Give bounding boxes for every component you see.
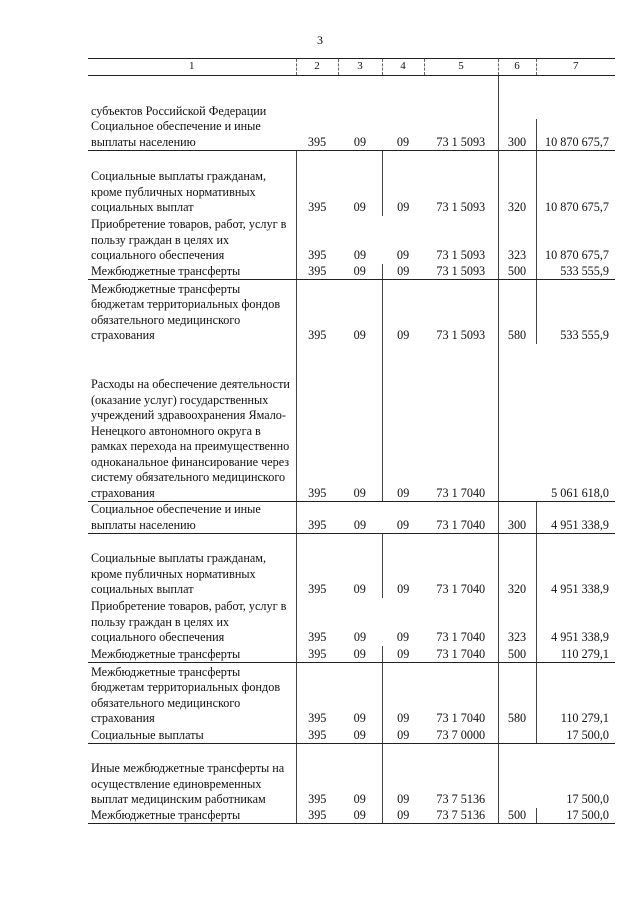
- column-header: 6: [498, 59, 536, 76]
- table-row: [88, 264, 615, 280]
- subdivision-code: 09: [382, 808, 424, 824]
- amount: 4 951 338,9: [536, 598, 615, 646]
- row-name: Межбюджетные трансферты: [88, 808, 296, 824]
- page-number: 3: [317, 33, 323, 47]
- amount: 5 061 618,0: [536, 344, 615, 502]
- expense-type-code: 300: [498, 502, 536, 534]
- section-code: 395: [296, 808, 338, 824]
- target-code: 73 1 5093: [424, 264, 498, 280]
- target-code: 73 7 5136: [424, 808, 498, 824]
- table-row: [88, 151, 615, 216]
- amount: 10 870 675,7: [536, 151, 615, 216]
- amount: 17 500,0: [536, 808, 615, 824]
- section-code: 395: [296, 216, 338, 264]
- column-header: 7: [536, 59, 615, 76]
- section-code: 395: [296, 534, 338, 598]
- division-code: 09: [353, 248, 367, 262]
- expense-type-code: 580: [498, 663, 536, 727]
- division-code: 09: [353, 328, 366, 342]
- expense-type-code: 323: [498, 598, 536, 646]
- target-code: 73 1 5093: [436, 328, 486, 342]
- section-code: [296, 75, 338, 119]
- division-code: 09: [338, 119, 382, 151]
- section-code: 395: [296, 119, 338, 151]
- section-code: 395: [296, 727, 338, 744]
- division-code: 09: [338, 502, 382, 534]
- expense-type-code: 580: [498, 280, 536, 344]
- target-code: 73 1 7040: [436, 630, 486, 644]
- expense-type-code: [498, 744, 536, 808]
- row-name: Приобретение товаров, работ, услуг в пользу граждан в целях их социального обеспечения: [91, 599, 287, 644]
- target-code: 73 7 0000: [424, 727, 498, 744]
- expense-type-code: 300: [498, 119, 536, 151]
- expense-type-code: 500: [498, 808, 536, 824]
- subdivision-code: 09: [382, 151, 424, 216]
- section-code: 395: [296, 151, 338, 216]
- row-name: субъектов Российской Федерации: [91, 103, 267, 118]
- division-code: 09: [353, 200, 366, 214]
- subdivision-code: 09: [382, 264, 424, 280]
- row-name: Расходы на обеспечение деятельности (оказание услуг) государственных учреждений здравоохранения Ямало-Ненецкого автономного округа в рамках перехода на преимущественно одноканальное финансирование через систему обязательного медицинского страхования: [88, 344, 296, 502]
- section-code: 395: [296, 744, 338, 808]
- section-code: 395: [296, 502, 338, 534]
- amount: 17 500,0: [536, 727, 615, 744]
- expense-type-code: [498, 344, 536, 502]
- target-code: 73 1 7040: [424, 646, 498, 663]
- division-code: [338, 75, 382, 119]
- subdivision-code: 09: [396, 248, 410, 262]
- division-code: 09: [338, 727, 382, 744]
- division-code: 09: [353, 792, 366, 806]
- target-code: 73 1 5093: [424, 119, 498, 151]
- row-name: Социальные выплаты: [88, 727, 296, 744]
- row-name: Межбюджетные трансферты: [88, 264, 296, 280]
- expense-type-code: [498, 75, 536, 119]
- division-code: 09: [338, 344, 382, 502]
- target-code: 73 1 7040: [436, 711, 486, 725]
- division-code: 09: [353, 711, 366, 725]
- row-name: Иные межбюджетные трансферты на осуществление единовременных выплат медицинским работникам: [91, 761, 285, 806]
- subdivision-code: 09: [382, 119, 424, 151]
- table-row: [88, 119, 615, 151]
- table-row: [88, 502, 615, 534]
- target-code: 73 1 7040: [436, 582, 486, 596]
- subdivision-code: 09: [382, 646, 424, 663]
- subdivision-code: 09: [382, 502, 424, 534]
- column-header: 5: [424, 59, 498, 76]
- table-row: [88, 663, 615, 727]
- section-code: 395: [296, 598, 338, 646]
- row-name: Межбюджетные трансферты: [88, 646, 296, 663]
- column-header: 3: [338, 59, 382, 76]
- table-row: [88, 280, 615, 344]
- expense-type-code: [498, 727, 536, 744]
- row-name: Социальное обеспечение и иные выплаты населению: [88, 502, 296, 534]
- amount: 533 555,9: [536, 264, 615, 280]
- target-code: 73 1 7040: [424, 502, 498, 534]
- subdivision-code: 09: [382, 744, 424, 808]
- column-header: 2: [296, 59, 338, 76]
- division-code: 09: [338, 646, 382, 663]
- column-header-row: [88, 59, 615, 76]
- amount: 110 279,1: [536, 646, 615, 663]
- table-row: [88, 75, 615, 119]
- division-code: 09: [338, 808, 382, 824]
- section-code: 395: [296, 280, 338, 344]
- amount: 10 870 675,7: [536, 216, 615, 264]
- amount: 10 870 675,7: [536, 119, 615, 151]
- row-name: Приобретение товаров, работ, услуг в пользу граждан в целях их социального обеспечения: [91, 217, 287, 262]
- subdivision-code: 09: [382, 280, 424, 344]
- table-row: [88, 344, 615, 502]
- division-code: 09: [338, 264, 382, 280]
- amount: 17 500,0: [566, 792, 609, 806]
- column-header: 1: [88, 59, 296, 76]
- row-name: Социальные выплаты гражданам, кроме публичных нормативных социальных выплат: [91, 551, 267, 596]
- amount: 4 951 338,9: [536, 502, 615, 534]
- target-code: 73 1 7040: [424, 344, 498, 502]
- subdivision-code: 09: [382, 727, 424, 744]
- row-name: Межбюджетные трансферты бюджетам территориальных фондов обязательного медицинского страхования: [91, 281, 281, 342]
- amount: 110 279,1: [536, 663, 615, 727]
- expense-type-code: 320: [498, 534, 536, 598]
- expense-type-code: 320: [498, 151, 536, 216]
- table-row: [88, 216, 615, 264]
- budget-table: [88, 58, 615, 824]
- table-body: [88, 75, 615, 824]
- table-row: [88, 727, 615, 744]
- target-code: 73 1 5093: [436, 200, 486, 214]
- row-name: Межбюджетные трансферты бюджетам территориальных фондов обязательного медицинского страхования: [91, 664, 281, 725]
- subdivision-code: 09: [396, 630, 410, 644]
- table-row: [88, 744, 615, 808]
- amount: 4 951 338,9: [536, 534, 615, 598]
- section-code: 395: [296, 663, 338, 727]
- section-code: 395: [296, 344, 338, 502]
- section-code: 395: [296, 264, 338, 280]
- table-row: [88, 646, 615, 663]
- table-row: [88, 534, 615, 598]
- table-row: [88, 808, 615, 824]
- subdivision-code: 09: [382, 534, 424, 598]
- subdivision-code: 09: [382, 663, 424, 727]
- division-code: 09: [353, 582, 366, 596]
- row-name: Социальное обеспечение и иные выплаты населению: [88, 119, 296, 151]
- expense-type-code: 500: [498, 264, 536, 280]
- target-code: 73 7 5136: [436, 792, 486, 806]
- expense-type-code: 323: [498, 216, 536, 264]
- row-name: Социальные выплаты гражданам, кроме публичных нормативных социальных выплат: [91, 169, 267, 214]
- target-code: 73 1 5093: [436, 248, 486, 262]
- section-code: 395: [296, 646, 338, 663]
- amount: [536, 75, 615, 119]
- expense-type-code: 500: [498, 646, 536, 663]
- division-code: 09: [353, 630, 367, 644]
- subdivision-code: [382, 75, 424, 119]
- target-code: [424, 75, 498, 119]
- subdivision-code: 09: [382, 344, 424, 502]
- column-header: 4: [382, 59, 424, 76]
- table-row: [88, 598, 615, 646]
- amount: 533 555,9: [536, 280, 615, 344]
